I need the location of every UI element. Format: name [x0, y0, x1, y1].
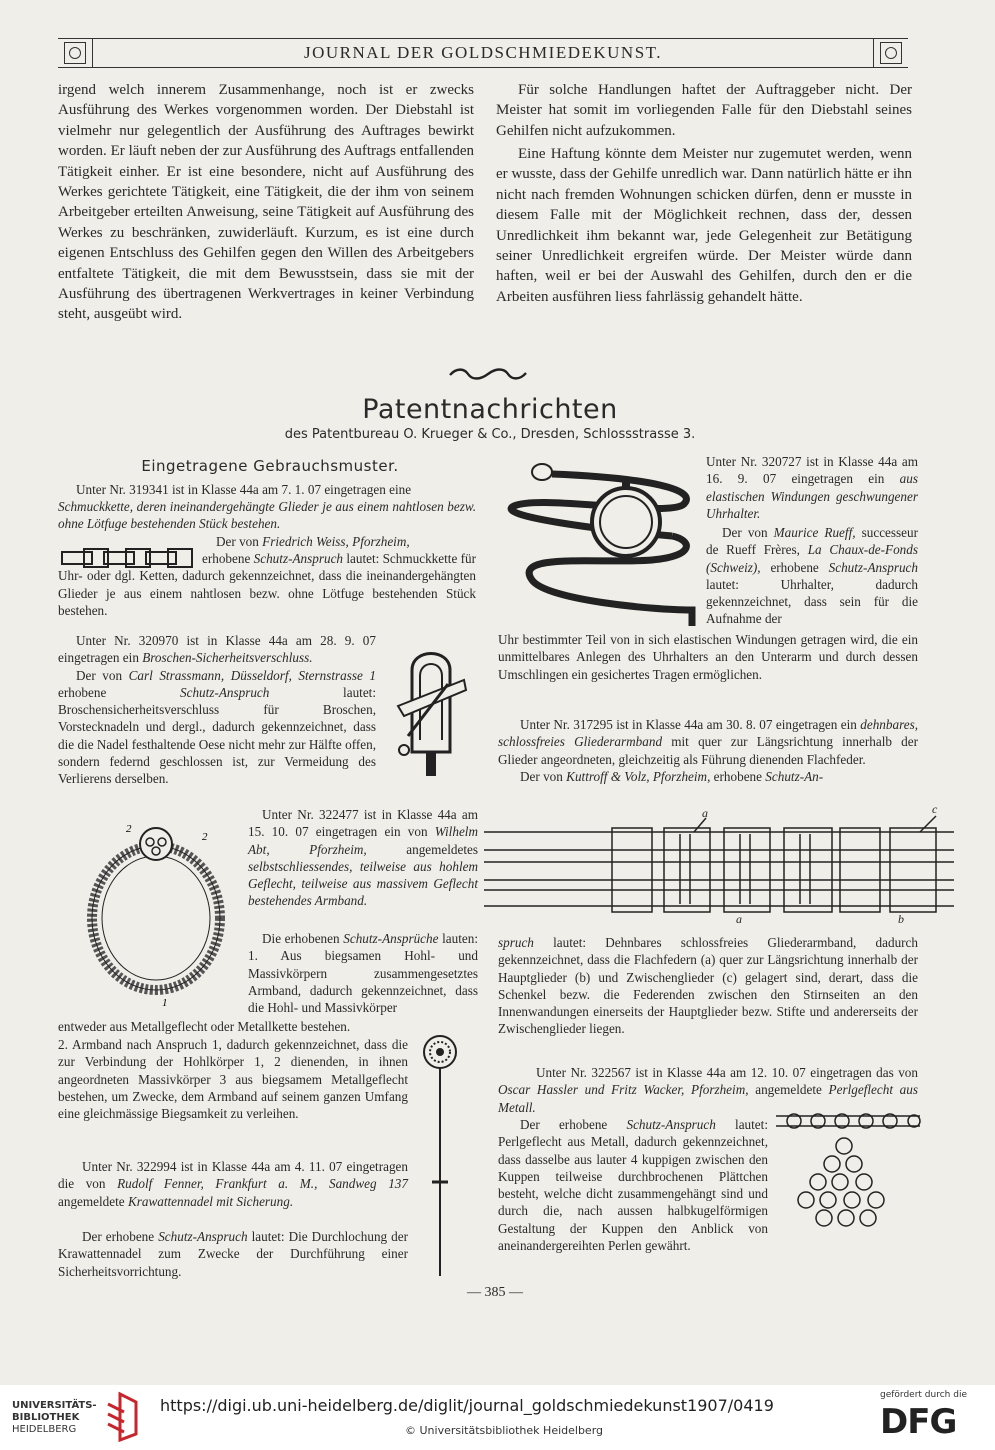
entry-5-applicant: Der von Maurice Rueff, successeur de Rueff Frères, La Chaux-de-Fonds (Schweiz), erhobene Schutz-Anspruch lautet: Uhrhalter, dadurch gekennzeichnet, dass sein für die Aufnahme der	[706, 525, 918, 627]
ornament-icon	[880, 42, 902, 64]
label-2: 2	[202, 831, 208, 843]
figure-label-c: c	[932, 802, 938, 816]
entry-3-claims: Die erhobenen Schutz-Ansprüche lauten: 1. Aus biegsamen Hohl- und Massivkörpern zusammengesetztes Armband, dadurch gekennzeichnet, dass die Hohl- und Massivkörper	[248, 931, 479, 1016]
link-bracelet-figure	[484, 804, 954, 928]
running-header	[58, 38, 908, 68]
entry-3-claim-2: 2. Armband nach Anspruch 1, dadurch gekennzeichnet, dass die zur Verbindung der Hohlkörper 1, 2 dienenden, in ihnen angeordneten Massivkörper 3 aus biegsamem Metallgeflecht bestehen, um Zwecke, dem Armband auf seinem ganzen Umfang eine gleichmässige Biegsamkeit zu verleihen.	[58, 1037, 408, 1122]
entry-2-text: Unter Nr. 320970 ist in Klasse 44a am 28. 9. 07 eingetragen ein Broschen-Sicherheitsverschluss. Der von Carl Strassmann, Düsseldorf, Sternstrasse 1 erhobene Schutz-Anspruch lautet: Broschensicherheitsverschluss für Broschen, Vorstecknadeln und dergl., dadurch gekennzeichnet, dass die die Nadel festhaltende Oese nicht mehr zur Hälfte offen, sondern federnd geschlossen ist, zur Vermeidung des Verlierens derselben.	[58, 633, 377, 787]
pearl-mesh-figure	[774, 1108, 924, 1232]
entry-7-claim: Der erhobene Schutz-Anspruch lautet: Perlgeflecht aus Metall, dadurch gekennzeichnet, dass dasselbe aus lauter 4 kuppigen zwischen den Kuppen teilweise durchbrochenen Plättchen besteht, welche dicht zusammengehängt sind und durch die, nach aussen halbkugelförmigen Gestaltung der Kuppen den Anblick von aneinandergereihten Perlen gewährt.	[498, 1117, 768, 1254]
entry-4-claim: Der erhobene Schutz-Anspruch lautet: Die Durchlochung der Krawattennadel zum Zwecke der Durchführung einer Sicherheitsvorrichtung.	[58, 1229, 409, 1279]
ornament-divider-icon	[446, 366, 530, 382]
figure-label-a: a	[736, 912, 742, 926]
copyright-notice: © Universitätsbibliothek Heidelberg	[405, 1424, 604, 1437]
watch-holder-figure	[502, 460, 702, 640]
page-number: — 385 —	[467, 1285, 523, 1300]
viewer-footer	[0, 1385, 995, 1450]
label-2: 2	[126, 823, 132, 835]
entry-5-text: Unter Nr. 320727 ist in Klasse 44a am 16. 9. 07 eingetragen ein aus elastischen Windungen geschwungener Uhrhalter.	[706, 454, 918, 521]
entry-1-title: Schmuckkette, deren ineinandergehängte Glieder je aus einem nahtlosen bezw. ohne Lötfuge bestehenden Stück bestehen.	[58, 499, 476, 532]
entry-3-text: Unter Nr. 322477 ist in Klasse 44a am 15. 10. 07 eingetragen ein von Wilhelm Abt, Pforzheim, angemeldetes selbstschliessendes, teilweise aus hohlem Geflecht, teilweise aus massivem Geflecht bestehendes Armband.	[248, 807, 479, 909]
entry-6-text: Unter Nr. 317295 ist in Klasse 44a am 30. 8. 07 eingetragen ein dehnbares, schlossfreies Gliederarmband mit quer zur Längsrichtung innerhalb der Glieder angeordneten, gleichzeitig als Führung dienenden Flachfeder. Der von Kuttroff & Volz, Pforzheim, erhobene Schutz-An-	[498, 717, 919, 784]
intro-column-right-p1: Für solche Handlungen haftet der Auftraggeber nicht. Der Meister hat somit im vorliegenden Falle für den Diebstahl seines Gehilfen nicht aufzukommen.	[496, 82, 912, 139]
intro-column-left: irgend welch innerem Zusammenhange, noch ist er zwecks Ausführung des Werkes vorgenommen worden. Der Diebstahl ist vielmehr nur gelegentlich der Ausführung des Auftrages bewirkt worden. Er läuft neben der zur Ausführung des Auftrags entfallenden Tätigkeit einher. Er ist eine besondere, nicht auf Ausführung des Werkes gerichtete Tätigkeit, eine Tätigkeit, die der ihm von seinem Arbeitgeber erteilten Anweisung, seine Tätigkeit auf Ausführung des Werkes zu beschränken, zuwiderläuft. Kurzum, es ist eine durch eigenen Entschluss des Gehilfen gegen den Willen des Arbeitgebers entfaltete Tätigkeit, die mit dem Bewusstsein, dass sie mit der Ausführung des übertragenen Werkvertrages in keiner Verbindung steht, ausgeübt wird.	[58, 82, 474, 323]
entry-1-intro: Unter Nr. 319341 ist in Klasse 44a am 7. 1. 07 eingetragen eine	[76, 482, 412, 497]
brooch-clasp-figure	[386, 640, 476, 778]
entry-3-claims-cont: entweder aus Metallgeflecht oder Metallkette bestehen.	[58, 1019, 351, 1034]
section-subtitle: des Patentbureau O. Krueger & Co., Dresden, Schlossstrasse 3.	[284, 427, 696, 442]
figure-label-b: b	[898, 912, 904, 926]
label-1: 1	[162, 997, 168, 1009]
figure-label-a: a	[702, 806, 708, 820]
subsection-heading: Eingetragene Gebrauchsmuster.	[141, 457, 399, 475]
entry-6-claim: spruch lautet: Dehnbares schlossfreies Gliederarmband, dadurch gekennzeichnet, dass die Flachfedern (a) quer zur Längsrichtung innerhalb der Hauptglieder (b) und Zwischenglieder (c) gelagert sind, derart, dass die Schenkel bezw. die Federenden zwischen den Stirnseiten an den Innenwandungen einerseits der Hauptglieder bezw. Stifte und andererseits der Zwischenglieder liegen.	[498, 935, 918, 1037]
entry-1-applicant-line: Der von Friedrich Weiss, Pforzheim,	[216, 534, 410, 549]
library-logo-icon	[100, 1390, 140, 1442]
bracelet-figure	[70, 820, 250, 1010]
tie-pin-figure	[416, 1030, 466, 1280]
entry-7-text: Unter Nr. 322567 ist in Klasse 44a am 12. 10. 07 eingetragen das von Oscar Hassler und Fritz Wacker, Pforzheim, angemeldete Perlgeflecht aus Metall.	[498, 1065, 918, 1115]
funding-label: gefördert durch die	[880, 1390, 967, 1400]
page-url-link[interactable]: https://digi.ub.uni-heidelberg.de/diglit/journal_goldschmiedekunst1907/0419	[160, 1396, 774, 1415]
intro-column-right-p2: Eine Haftung könnte dem Meister nur zugemutet werden, wenn er wusste, dass der Gehilfe unredlich war. Dann natürlich hätte er ihn nicht nach fremden Wohnungen schicken dürfen, denn er musste in diesem Falle mit der Möglichkeit rechnen, dass der, dessen Unredlichkeit ihm bekannt war, jede Gelegenheit zur Betätigung seiner Unredlichkeit ergreifen würde. Der Meister würde dann haften, weil er bei der Auswahl des Gehilfen, durch den er die Arbeiten ausführen liess fahrlässig gehandelt hätte.	[496, 146, 912, 305]
entry-1-claim: erhobene Schutz-Anspruch lautet: Schmuckkette für Uhr- oder dgl. Ketten, dadurch gekennzeichnet, dass die ineinandergehängten Glieder je aus einem nahtlosen bezw. ohne Lötfuge bestehenden Stück bestehen.	[58, 551, 476, 618]
library-name: UNIVERSITÄTS- BIBLIOTHEK HEIDELBERG	[12, 1400, 97, 1435]
entry-4-text: Unter Nr. 322994 ist in Klasse 44a am 4. 11. 07 eingetragen die von Rudolf Fenner, Frankfurt a. M., Sandweg 137 angemeldete Krawattennadel mit Sicherung.	[58, 1159, 408, 1209]
journal-title: JOURNAL DER GOLDSCHMIEDEKUNST.	[303, 43, 663, 62]
entry-5-claim-cont: Uhr bestimmter Teil von in sich elastischen Windungen getragen wird, die ein unmittelbares Anlegen des Uhrhalters an den Unterarm und durch dessen Umschlingen ein gesichertes Tragen ermöglichen.	[498, 632, 918, 682]
section-title: Patentnachrichten	[362, 394, 618, 425]
dfg-logo: DFG	[880, 1402, 957, 1442]
